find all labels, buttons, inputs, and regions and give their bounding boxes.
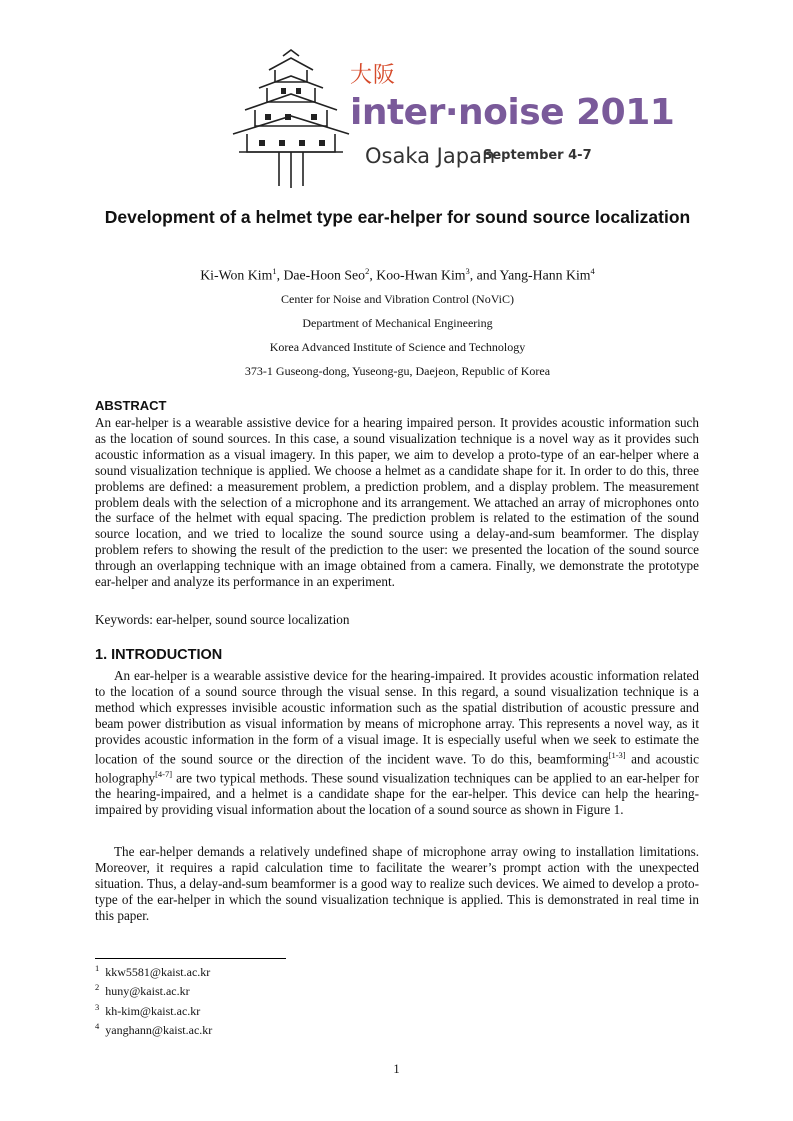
footnote-divider [95, 958, 286, 959]
footnote [95, 1019, 212, 1038]
osaka-castle-icon [225, 48, 355, 190]
introduction-paragraph-1 [95, 668, 699, 818]
footnote-email: yanghann@kaist.ac.kr [105, 1022, 213, 1037]
footnote-email: huny@kaist.ac.kr [105, 984, 190, 999]
footnote-email: kkw5581@kaist.ac.kr [105, 965, 211, 979]
logo-place: Osaka Japan [365, 144, 496, 168]
paper-title: Development of a helmet type ear-helper for sound source localization [104, 207, 691, 227]
author-name: Dae-Hoon Seo [283, 267, 366, 283]
affiliation-department: Department of Mechanical Engineering [302, 316, 493, 330]
author-mark: 3 [465, 266, 470, 276]
abstract-text: An ear-helper is a wearable assistive device for a hearing impaired person. It provides acoustic information such as the location of sound sources. In this case, a sound visualization technique is a novel way as it provides such acoustic information as a visual imagery. In this paper, we aim to develop a proto-type of an ear-helper where a sound visualization technique is applied. We choose a helmet as a candidate shape for it. In order to do this, three problems are defined: a measurement problem, a prediction problem, and a display problem. The measurement problem deals with the selection of a microphone and its arrangement. We attached an array of microphones onto the surface of the helmet with equal spacing. The prediction problem is related to the estimation of the sound source location, and we tried to localize the sound source using a delay-and-sum beamformer. The display problem refers to showing the result of the prediction to the user: we presented the location of the sound source through an overlapping technique with an image obtained from a camera. Finally, we demonstrate the prototype ear-helper and analyze its performance in an experiment. [95, 415, 699, 590]
affiliation-address: 373-1 Guseong-dong, Yuseong-gu, Daejeon, Republic of Korea [244, 364, 551, 378]
logo-dates: September 4-7 [483, 148, 592, 163]
author-name: Koo-Hwan Kim [376, 267, 466, 283]
affiliation-institute: Korea Advanced Institute of Science and Technology [269, 340, 526, 354]
footnote-mark: 4 [95, 1020, 100, 1031]
footnote-mark: 1 [95, 963, 100, 973]
author-separator: , [369, 267, 377, 283]
author-name: Yang-Hann Kim [499, 267, 591, 283]
footnote [95, 1000, 212, 1019]
section-heading-introduction: 1. INTRODUCTION [95, 647, 223, 663]
affiliation-center: Center for Noise and Vibration Control (NoViC) [281, 292, 514, 306]
author-line [96, 266, 699, 284]
paragraph-text: An ear-helper is a wearable assistive device for the hearing-impaired. It provides acoustic information related to the location of a sound source through the visual sense. In this regard, a sound visualization technique is a method which expresses invisible acoustic information such as the spatial distribution of acoustic pressure and beam power distribution as visual information by means of microphone array. This represents a novel way, as it provides acoustic information in the form of a visual image. It is especially useful when we seek to estimate the location of the sound source or the direction of the incident wave. To do this, beamforming [95, 668, 699, 766]
citation: [1-3] [608, 749, 626, 760]
author-separator: , and [469, 267, 500, 283]
footnote-email: kh-kim@kaist.ac.kr [105, 1003, 201, 1018]
footnotes [95, 961, 212, 1038]
author-mark: 4 [590, 266, 595, 276]
keywords: Keywords: ear-helper, sound source localization [95, 612, 350, 627]
introduction-paragraph-2: The ear-helper demands a relatively undefined shape of microphone array owing to installation limitations. Moreover, it requires a rapid calculation time to facilitate the wearer’s prompt action with the unexpected situation. Thus, a delay-and-sum beamformer is a good way to realize such devices. We aimed to develop a proto-type of the ear-helper in which the sound visualization technique is applied. This is demonstrated in real time in this paper. [95, 844, 699, 923]
abstract-heading: ABSTRACT [95, 398, 167, 413]
footnote-mark: 2 [95, 982, 100, 993]
citation: [4-7] [155, 768, 173, 779]
footnote [95, 980, 212, 999]
author-name: Ki-Won Kim [200, 267, 273, 283]
author-mark: 2 [365, 266, 370, 276]
author-mark: 1 [272, 266, 277, 276]
paragraph-text: are two typical methods. These sound visualization techniques can be applied to an ear-helper for the hearing-impaired, and a helmet is a candidate shape for the ear-helper. This device can help the hearing-impaired by providing visual information about the location of a sound source as shown in Figure 1. [95, 770, 699, 818]
logo-conference-name: inter·noise 2011 [350, 92, 675, 133]
footnote-mark: 3 [95, 1001, 100, 1012]
logo-kanji-text: 大阪 [350, 63, 397, 88]
page-number: 1 [393, 1062, 400, 1076]
footnote [95, 961, 212, 980]
conference-logo [225, 48, 675, 190]
paragraph-text: and acoustic holography [95, 750, 699, 786]
author-separator: , [276, 267, 284, 283]
